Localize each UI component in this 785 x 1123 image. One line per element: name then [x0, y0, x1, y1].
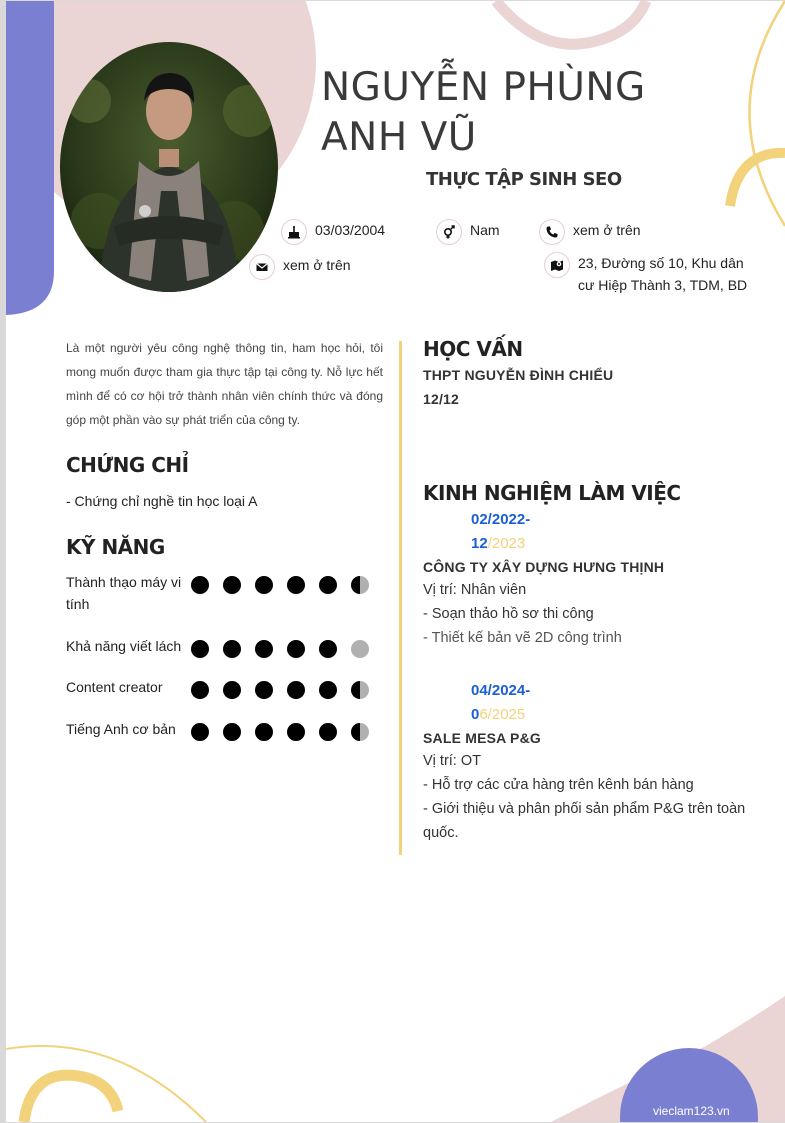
job-company: SALE MESA P&G — [423, 730, 541, 746]
cv-page — [6, 1, 785, 1122]
rating-dot — [191, 723, 209, 741]
rating-dot — [223, 576, 241, 594]
map-location-icon — [544, 252, 570, 278]
skill-name: Thành thạo máy vi tính — [66, 574, 182, 612]
rating-dot — [351, 681, 369, 699]
education-grade: 12/12 — [423, 391, 460, 407]
gender-value: Nam — [470, 222, 500, 238]
full-name — [321, 63, 646, 163]
address-line-2: cư Hiệp Thành 3, TDM, BD — [578, 277, 748, 293]
summary-text: Là một người yêu công nghệ thông tin, ham học hỏi, tôi mong muốn được tham gia thực tập tại công ty. Nỗ lực hết mình để có cơ hội trở thành nhân viên chính thức và đóng góp một phần vào sự phát triển của công ty. — [66, 341, 383, 427]
name-line-2: ANH VŨ — [321, 115, 477, 160]
watermark-text: vieclam123.vn — [653, 1104, 730, 1118]
email-item — [249, 254, 351, 280]
job-position: Vị trí: Nhân viên — [423, 582, 527, 598]
education-heading: HỌC VẤN — [423, 337, 523, 361]
rating-dot — [351, 640, 369, 658]
job-date-end: 12/2023 — [471, 535, 526, 552]
address-item — [544, 252, 747, 296]
job-company: CÔNG TY XÂY DỰNG HƯNG THỊNH — [423, 559, 665, 575]
name-line-1: NGUYỄN PHÙNG — [321, 65, 646, 110]
rating-dot — [351, 723, 369, 741]
certificates-heading: CHỨNG CHỈ — [66, 453, 189, 477]
rating-dot — [287, 681, 305, 699]
rating-dot — [319, 681, 337, 699]
job-duty: - Giới thiệu và phân phối sản phẩm P&G trên toàn quốc. — [423, 801, 746, 841]
skill-name: Tiếng Anh cơ bản — [66, 721, 176, 737]
rating-dot — [319, 640, 337, 658]
gender-icon — [436, 219, 462, 245]
rating-dot — [223, 640, 241, 658]
gender-item — [436, 219, 500, 245]
address-line-1: 23, Đường số 10, Khu dân — [578, 255, 744, 271]
job-details — [423, 749, 763, 845]
rating-dot — [191, 576, 209, 594]
certificate-item: - Chứng chỉ nghề tin học loại A — [66, 493, 258, 509]
education-school: THPT NGUYỄN ĐÌNH CHIỂU — [423, 367, 614, 383]
birthday-item — [281, 219, 385, 245]
job-date — [471, 679, 530, 727]
rating-dot — [319, 723, 337, 741]
job-date — [471, 508, 530, 556]
skill-rating — [191, 723, 383, 741]
email-icon — [249, 254, 275, 280]
rating-dot — [287, 640, 305, 658]
phone-icon — [539, 219, 565, 245]
experience-heading: KINH NGHIỆM LÀM VIỆC — [423, 481, 681, 505]
skill-rating — [191, 576, 383, 594]
avatar — [59, 41, 279, 293]
job-date-start: 02/2022- — [471, 511, 531, 528]
birthday-value: 03/03/2004 — [315, 222, 386, 238]
birthday-cake-icon — [281, 219, 307, 245]
rating-dot — [191, 681, 209, 699]
job-duty: - Soạn thảo hồ sơ thi công — [423, 606, 594, 622]
skill-rating — [191, 640, 383, 658]
job-date-end: 06/2025 — [471, 706, 526, 723]
job-date-start: 04/2024- — [471, 682, 531, 699]
rating-dot — [287, 576, 305, 594]
email-value: xem ở trên — [283, 257, 351, 273]
job-title: THỰC TẬP SINH SEO — [426, 169, 622, 190]
job-duty: - Hỗ trợ các cửa hàng trên kênh bán hàng — [423, 777, 694, 793]
job-duty: - Thiết kế bản vẽ 2D công trình — [423, 630, 622, 646]
rating-dot — [223, 681, 241, 699]
rating-dot — [255, 640, 273, 658]
skills-heading: KỸ NĂNG — [66, 535, 165, 559]
skill-name: Khả năng viết lách — [66, 638, 182, 654]
job-details — [423, 578, 622, 650]
job-position: Vị trí: OT — [423, 753, 481, 769]
rating-dot — [255, 576, 273, 594]
column-divider — [399, 341, 402, 855]
rating-dot — [191, 640, 209, 658]
rating-dot — [287, 723, 305, 741]
rating-dot — [255, 723, 273, 741]
rating-dot — [223, 723, 241, 741]
skill-name: Content creator — [66, 679, 163, 695]
skill-rating — [191, 681, 383, 699]
phone-item — [539, 219, 641, 245]
rating-dot — [351, 576, 369, 594]
rating-dot — [255, 681, 273, 699]
rating-dot — [319, 576, 337, 594]
phone-value: xem ở trên — [573, 222, 641, 238]
